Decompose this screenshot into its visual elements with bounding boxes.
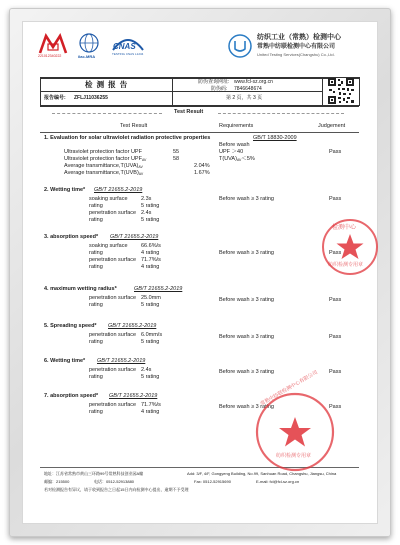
col-judgement: Judgement <box>318 123 346 129</box>
s1-row-2-value: 58 <box>173 156 180 162</box>
s1-row-4-sub: AV <box>138 172 144 176</box>
cnas-label: CNAS <box>113 42 136 51</box>
ilac-globe-icon <box>76 33 102 55</box>
s1-req-3-sub: AV <box>236 158 242 162</box>
s2-requirement: Before wash ≥ 3 rating <box>219 196 274 202</box>
result-dash-left <box>52 113 162 114</box>
s2-l1: soaking surface <box>89 196 128 202</box>
section-6-standard: GB/T 21655.2-2019 <box>97 358 146 364</box>
s4-l2: rating <box>89 302 103 308</box>
s6-judgement: Pass <box>329 369 342 375</box>
s3-v4: 4 rating <box>141 264 160 270</box>
s7-l2: rating <box>89 409 103 415</box>
s3-v1: 66.6%/s <box>141 243 161 249</box>
page-info: 第 2 页，共 3 页 <box>226 95 263 101</box>
table-bottom-rule <box>40 105 359 107</box>
table-mid-rule <box>40 91 322 92</box>
org-name-cn: 纺织工业（常熟）检测中心 <box>257 34 341 41</box>
table-left-rule <box>40 77 41 106</box>
section-3-standard: GB/T 21655.2-2019 <box>110 234 159 240</box>
cnas-sub: TESTING CNAS L1234 <box>112 52 144 56</box>
table-col-rule-2 <box>322 77 323 106</box>
s3-l3: penetration surface <box>89 257 137 263</box>
s7-judgement: Pass <box>329 404 342 410</box>
uts-logo <box>227 33 253 59</box>
s1-row-3 <box>64 164 143 170</box>
s7-v2: 4 rating <box>141 409 160 415</box>
section-1-title: 1. Evaluation for solar ultraviolet radiation protective properties <box>44 135 211 141</box>
footer-address-cn: 地址：江苏省常熟市黄山三环路99号常熟科技创业园A幢 <box>44 471 144 476</box>
s4-judgement: Pass <box>329 297 342 303</box>
s6-v2: 5 rating <box>141 374 160 380</box>
check-site-label: 防伪查询网址: <box>198 79 230 85</box>
s5-l1: penetration surface <box>89 332 137 338</box>
s2-v2: 5 rating <box>141 203 160 209</box>
s5-v2: 5 rating <box>141 339 160 345</box>
s6-l2: rating <box>89 374 103 380</box>
report-no: ZFLJ11036255 <box>74 95 108 101</box>
s1-row-4 <box>64 171 143 177</box>
ma-logo <box>38 33 68 61</box>
s4-v1: 25.0mm <box>141 295 161 301</box>
section-7-title: 7. absorption speed* <box>44 393 99 399</box>
check-code-label: 防伪码: <box>211 86 228 92</box>
s5-judgement: Pass <box>329 334 342 340</box>
s5-requirement: Before wash ≥ 3 rating <box>219 334 274 340</box>
cnas-logo <box>110 34 146 60</box>
footer-email[interactable]: E-mail: fcl@fcl-sz.org.cn <box>256 479 300 484</box>
org-name-cn-sub: 常熟中纺联检测中心有限公司 <box>257 44 336 50</box>
s5-l2: rating <box>89 339 103 345</box>
section-1-standard: GB/T 18830-2009 <box>253 135 297 141</box>
ilac-logo <box>76 33 102 59</box>
s1-row-4-value: 1.67% <box>194 170 210 176</box>
side-seal-text: 纺织检测专用章 <box>328 262 364 268</box>
s1-req-2: UPF ＞40 <box>219 149 244 155</box>
s1-row-3-sub: AV <box>138 165 143 169</box>
section-5-standard: GB/T 21655.2-2019 <box>108 323 157 329</box>
s1-row-4-label: Average transmittance,T(UVB) <box>64 170 139 176</box>
s1-req-3 <box>219 157 255 163</box>
s4-l1: penetration surface <box>89 295 137 301</box>
s1-req-1: Before wash <box>219 142 250 148</box>
s7-v1: 71.7%/s <box>141 402 161 408</box>
s4-v2: 5 rating <box>141 302 160 308</box>
s2-l2: rating <box>89 203 103 209</box>
section-2-standard: GB/T 21655.2-2019 <box>94 187 143 193</box>
s6-l1: penetration surface <box>89 367 137 373</box>
s1-row-2-label: Ultraviolet protection factor UPF <box>64 156 142 162</box>
s1-req-3-label: T(UVA) <box>219 156 237 162</box>
report-no-label: 报告编号: <box>44 95 66 101</box>
s2-l3: penetration surface <box>89 210 137 216</box>
test-result-heading: Test Result <box>174 109 204 115</box>
s3-requirement: Before wash ≥ 3 rating <box>219 250 274 256</box>
table-col-rule <box>172 77 173 106</box>
uts-emblem-icon <box>227 33 253 59</box>
s3-v3: 71.7%/s <box>141 257 161 263</box>
s2-v3: 2.4s <box>141 210 152 216</box>
check-code: 7846648674 <box>234 86 262 92</box>
s7-requirement: Before wash ≥ 3 rating <box>219 404 274 410</box>
s1-req-3-tail: ＜5% <box>241 156 255 162</box>
s2-v1: 2.3s <box>141 196 152 202</box>
s3-l1: soaking surface <box>89 243 128 249</box>
s3-l4: rating <box>89 264 103 270</box>
header-rule <box>40 132 359 133</box>
s1-row-1-value: 55 <box>173 149 180 155</box>
col-test-result: Test Result <box>120 123 148 129</box>
s3-judgement: Pass <box>329 250 342 256</box>
s6-v1: 2.4s <box>141 367 152 373</box>
s1-row-3-label: Average transmittance,T(UVA) <box>64 163 139 169</box>
result-dash-right <box>218 113 344 114</box>
footer-address-en: Add: 3/F, 4/F, Gongyeng Building, No.99, Sanhuan Road, Changshu, Jiangsu, China <box>187 471 337 476</box>
footer-zip: 邮编：215500 <box>44 479 70 484</box>
section-2-title: 2. Wetting time* <box>44 187 86 193</box>
s6-requirement: Before wash ≥ 3 rating <box>219 369 274 375</box>
s2-judgement: Pass <box>329 196 342 202</box>
s1-judgement: Pass <box>329 149 342 155</box>
section-4-title: 4. maximum wetting radius* <box>44 286 117 292</box>
s1-row-1-label: Ultraviolet protection factor UPF <box>64 149 142 155</box>
qr-code-icon <box>324 78 358 104</box>
footer-tel: 电话：0512-52913880 <box>94 479 135 484</box>
s3-l2: rating <box>89 250 103 256</box>
section-4-standard: GB/T 21655.2-2019 <box>134 286 183 292</box>
qr-code <box>324 78 358 104</box>
report-page <box>22 21 378 524</box>
s4-requirement: Before wash ≥ 3 rating <box>219 297 274 303</box>
report-title: 检 测 报 告 <box>85 80 129 89</box>
table-right-rule <box>359 77 360 106</box>
ma-logo-number: 221012340222 <box>38 54 62 58</box>
check-site-link[interactable]: www.fcl-sz.org.cn <box>234 79 273 85</box>
s7-l1: penetration surface <box>89 402 137 408</box>
s2-v4: 5 rating <box>141 217 160 223</box>
red-star-stamp <box>320 217 378 277</box>
s1-row-2-sub: AV <box>141 158 147 162</box>
s2-l4: rating <box>89 217 103 223</box>
section-5-title: 5. Spreading speed* <box>44 323 97 329</box>
s1-row-2 <box>64 157 146 163</box>
ma-logo-icon <box>38 33 68 55</box>
seal-text: 常熟中纺联检测中心有限公司 <box>259 369 319 408</box>
section-6-title: 6. Wetting time* <box>44 358 86 364</box>
section-7-standard: GB/T 21655.2-2019 <box>109 393 158 399</box>
seal-subtext: 纺织检测专用章 <box>276 453 312 459</box>
s1-row-3-value: 2.04% <box>194 163 210 169</box>
col-requirements: Requirements <box>219 123 254 129</box>
ilac-label: ilac-MRA <box>78 54 96 59</box>
red-stamp-text: 检测中心 <box>332 225 357 231</box>
org-name-en: United Testing Services(Changshu) Co.,Ltd. <box>257 52 335 57</box>
section-3-title: 3. absorption speed* <box>44 234 99 240</box>
s5-v1: 6.0mm/s <box>141 332 163 338</box>
footer-fax: Fax: 0512-52915690 <box>194 479 231 484</box>
footer-note: 若对检测报告有异议，请于收到报告之日起15日内向检测中心提出，逾期不予受理 <box>44 487 189 492</box>
s3-v2: 4 rating <box>141 250 160 256</box>
